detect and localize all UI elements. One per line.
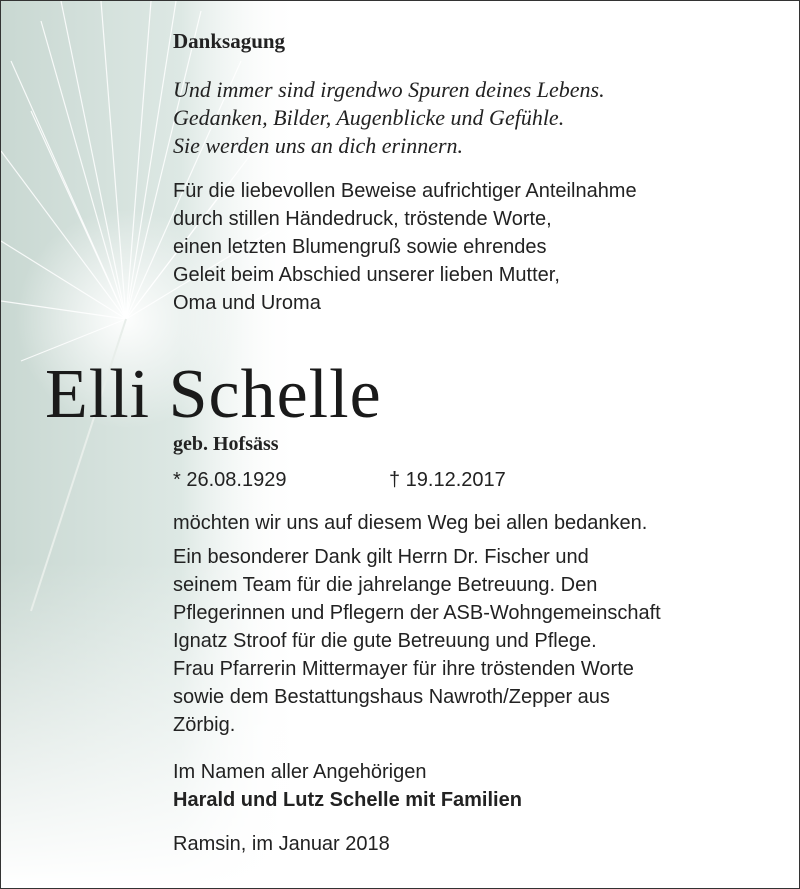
special-thanks-line: sowie dem Bestattungshaus Nawroth/Zepper aus — [173, 686, 610, 708]
maiden-name: geb. Hofsäss — [173, 433, 279, 455]
on-behalf-line: Im Namen aller Angehörigen — [173, 761, 427, 783]
thanks-paragraph — [173, 509, 647, 537]
intro-line: Geleit beim Abschied unserer lieben Mutter, — [173, 264, 560, 286]
place-date: Ramsin, im Januar 2018 — [173, 833, 390, 855]
verse-line: Sie werden uns an dich erinnern. — [173, 133, 464, 158]
special-thanks-line: Ignatz Stroof für die gute Betreuung und Pflege. — [173, 630, 597, 652]
verse-line: Und immer sind irgendwo Spuren deines Lebens. — [173, 77, 605, 102]
birth-date: * 26.08.1929 — [173, 469, 287, 491]
verse-line: Gedanken, Bilder, Augenblicke und Gefühle. — [173, 105, 565, 130]
notice-heading: Danksagung — [173, 29, 286, 53]
thanks-line: möchten wir uns auf diesem Weg bei allen bedanken. — [173, 512, 648, 534]
death-date: † 19.12.2017 — [389, 469, 506, 491]
special-thanks-paragraph — [173, 543, 661, 739]
special-thanks-line: Zörbig. — [173, 714, 236, 736]
special-thanks-line: seinem Team für die jahrelange Betreuung. Den — [173, 574, 598, 596]
intro-line: Für die liebevollen Beweise aufrichtiger Anteilnahme — [173, 180, 637, 202]
special-thanks-line: Frau Pfarrerin Mittermayer für ihre tröstenden Worte — [173, 658, 634, 680]
intro-line: einen letzten Blumengruß sowie ehrendes — [173, 236, 547, 258]
intro-paragraph — [173, 177, 637, 317]
special-thanks-line: Pflegerinnen und Pflegern der ASB-Wohngemeinschaft — [173, 602, 661, 624]
family-signature: Harald und Lutz Schelle mit Familien — [173, 789, 522, 811]
special-thanks-line: Ein besonderer Dank gilt Herrn Dr. Fischer und — [173, 546, 589, 568]
deceased-name: Elli Schelle — [45, 356, 382, 433]
intro-line: Oma und Uroma — [173, 292, 321, 314]
intro-line: durch stillen Händedruck, tröstende Worte, — [173, 208, 552, 230]
memorial-verse — [173, 76, 605, 160]
